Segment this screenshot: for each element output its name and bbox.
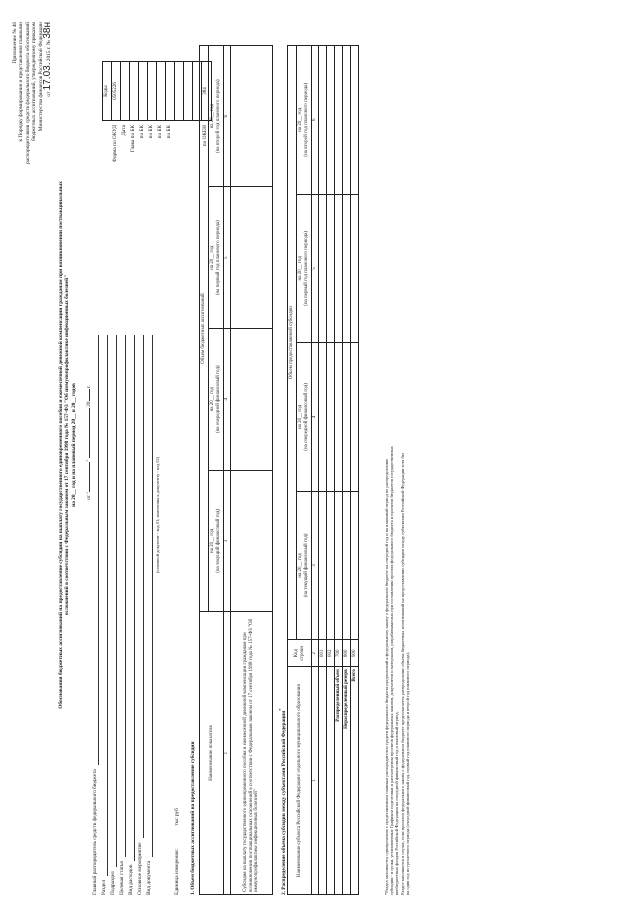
s1-cell [231, 187, 273, 328]
s2-cell [351, 343, 359, 492]
code-value: 384 [203, 87, 208, 95]
footnote-line: субсидии - в сроки, установленные Графиком подготовки и рассмотрения проектов федеральных законов, документов и материалов, разрабатываемых при составлении проекта федерального бюджета и проектов бюджетов государственных [389, 446, 395, 895]
code-label: по БК [166, 125, 172, 139]
s2-row-code: 700 [335, 640, 343, 667]
title-line-2: осложнений в соответствии с Федеральным законом от 17 сентября 1998 года № 157-ФЗ "Об иммунопрофилактике инфекционных болезней" [64, 274, 71, 616]
s2-row-name: Нераспределенный резерв [343, 667, 351, 895]
s1-cell [231, 328, 273, 470]
order-year: 2015 г. № [46, 39, 53, 62]
code-label: по БК [148, 125, 154, 139]
footnote-marker: * [278, 708, 283, 711]
code-label [183, 125, 192, 205]
s2-cell [319, 491, 327, 640]
code-label: Глава по БК [130, 125, 136, 153]
s2-year-col: на 20__ год (на очередной финансовый год) [297, 343, 312, 492]
table-row [319, 46, 327, 895]
s1-cell [231, 470, 273, 612]
field-subsection: Подраздел [110, 335, 119, 895]
date-quote: " [86, 459, 92, 462]
appendix-header [12, 22, 52, 312]
s1-row-subsidy: Субсидия на выплату государственного единовременного пособия и ежемесячной денежной компенсации гражданам при возникновении поствакцинальных осложнений в соответствии с Федеральным законом от 17 сентября 1998 года № 157-ФЗ "Об иммунопрофилактике инфекционных болезней" [231, 612, 273, 895]
s1-col-number: 5 [224, 187, 231, 328]
section1-title: 1. Объем бюджетных ассигнований на предоставление субсидии [190, 741, 196, 895]
s2-row-name: Распределенный объем [335, 667, 343, 895]
appendix-line: Министерства финансов Российской Федерации [37, 22, 44, 132]
order-date: 17.03. [42, 62, 54, 91]
footnote-line: внебюджетных фондов Российской Федерации на очередной финансовый год и плановый период. [394, 711, 400, 895]
s1-year-col: на 20__ год (на текущий финансовый год) [209, 470, 224, 612]
s2-col-name: Наименование субъекта Российской Федерации/ отдельного муниципального образования [288, 667, 312, 895]
footnote [384, 25, 410, 895]
s2-col-group: Объем предоставляемой субсидии [288, 46, 297, 640]
s2-col-number: 5 [312, 194, 319, 343]
s1-col-number: 3 [224, 470, 231, 612]
s2-col-number: 4 [312, 343, 319, 492]
code-label: по ОКЕИ [202, 125, 208, 147]
code-value [130, 62, 139, 120]
field-document-kind: Вид документа [146, 335, 155, 895]
date-suffix: г. [86, 385, 92, 389]
field-chief-manager: Главный распорядитель средств федерального бюджета [92, 335, 101, 895]
s2-cell [319, 343, 327, 492]
s2-row-name: Всего [351, 667, 359, 895]
code-value [121, 62, 130, 120]
field-main-activity: Основное мероприятие [137, 335, 146, 895]
code-value [157, 62, 166, 120]
s2-year-col: на 20__ год (на второй год планового периода) [297, 46, 312, 195]
s1-col-group: Объем бюджетных ассигнований [200, 46, 209, 612]
s2-row-code: 002 [327, 640, 335, 667]
s2-col-number: 2 [312, 640, 319, 667]
code-value: 0505226 [112, 62, 121, 120]
appendix-line: Приложение № 46 [12, 22, 18, 64]
s2-row-code: 900 [351, 640, 359, 667]
s2-col-number: 3 [312, 491, 319, 640]
footnote-line: на один год из трехлетнего периода (очередной финансовый год, первый год планового периода и второй год планового периода). [404, 651, 410, 895]
s2-col-number: 6 [312, 46, 319, 195]
s1-year-col: на 20__ год (на второй год планового периода) [209, 46, 224, 188]
order-prefix: от [46, 91, 53, 97]
s2-cell [343, 194, 351, 343]
code-value [139, 62, 148, 120]
order-number: 38н [42, 22, 54, 39]
s2-cell [327, 343, 335, 492]
appendix-line: бюджетных ассигнований, утвержденному приказом [31, 22, 38, 141]
code-label: по БК [157, 125, 163, 139]
s2-cell [327, 194, 335, 343]
s1-col-number: 4 [224, 328, 231, 470]
table-row [351, 46, 359, 895]
s2-row-code: 001 [319, 640, 327, 667]
code-value [184, 62, 193, 120]
s2-cell [343, 491, 351, 640]
codes-labels [102, 125, 210, 205]
units-label: Единица измерения: [174, 848, 180, 895]
table-row [335, 46, 343, 895]
s2-cell [343, 343, 351, 492]
s2-cell [335, 343, 343, 492]
date-prefix: от " [86, 491, 92, 500]
document-kind-note: (основной документ - код 01; изменения к документу - код 02) [155, 456, 160, 574]
s1-cell [231, 46, 273, 188]
s2-cell [351, 194, 359, 343]
title-line-1: Обоснования бюджетных ассигнований на предоставление субсидии на выплату государственного единовременного пособия и ежемесячной денежной компенсации гражданам при возникновении поствакцинальных [58, 181, 64, 709]
s2-row-name [319, 667, 327, 895]
header-fields [92, 335, 160, 895]
s1-year-col: на 20__ год (на первый год планового периода) [209, 187, 224, 328]
codes-box [102, 61, 212, 121]
code-label: по БК [139, 125, 145, 139]
field-target-article: Целевая статья [119, 335, 128, 895]
s2-row-code: 800 [343, 640, 351, 667]
units-line [174, 808, 180, 895]
table-row [327, 46, 335, 895]
section1-table [199, 45, 273, 895]
field-section: Раздел [101, 335, 110, 895]
s2-year-col: на 20__ год (на первый год планового периода) [297, 194, 312, 343]
order-reference [42, 22, 54, 312]
s2-cell [335, 194, 343, 343]
s2-col-code: Код строки [288, 640, 312, 667]
code-value [175, 62, 184, 120]
s2-cell [327, 491, 335, 640]
s2-year-col: на 20__ год (на текущий финансовый год) [297, 491, 312, 640]
date-year: 20 [86, 401, 92, 407]
field-expense-type: Вид расходов [128, 335, 137, 895]
s1-year-col: на 20__ год (на очередной финансовый год) [209, 328, 224, 470]
document-title [58, 45, 77, 845]
s2-cell [319, 194, 327, 343]
s2-cell [351, 491, 359, 640]
code-value [166, 62, 175, 120]
s2-cell [335, 46, 343, 195]
s2-cell [335, 491, 343, 640]
s2-row-name [327, 667, 335, 895]
title-line-3: на 20__ год и на плановый период 20__ и 20__ годов [70, 383, 77, 507]
code-label [174, 125, 183, 205]
appendix-line: к Порядку формирования и представления главными [18, 22, 25, 142]
footnote-line: Раздел заполняется в случае, если проектом федерального закона о федеральном бюджете предполагается распределение объема бюджетных ассигнований на предоставление субсидии между субъектами Российской Федерации хотя бы [399, 453, 405, 895]
s2-col-number: 1 [312, 667, 319, 895]
appendix-line: распорядителями средств федерального бюджета обоснований [24, 22, 31, 164]
s2-cell [343, 46, 351, 195]
s2-cell [327, 46, 335, 195]
s1-col-number: 1 [224, 612, 231, 895]
code-label: Дата [121, 125, 127, 136]
section2-table [287, 45, 359, 895]
section2-title: 2. Распределение объема субсидии между субъектами Российской Федерации* [278, 708, 287, 895]
s2-cell [319, 46, 327, 195]
code-label: Форма по ОКУД [112, 125, 118, 163]
table-row [343, 46, 351, 895]
units-value: тыс руб [174, 808, 180, 826]
s1-col-name: Наименование показателя [200, 612, 224, 895]
s2-cell [351, 46, 359, 195]
footnote-line: *Раздел заполняется одновременно с представлением главным распорядителем средств федерального бюджета предложений к федеральному закону о федеральном бюджете на очередной год и на плановый период по распределению [384, 458, 389, 895]
codes-header: Коды [103, 62, 112, 120]
s1-col-number: 6 [224, 46, 231, 188]
code-value [148, 62, 157, 120]
